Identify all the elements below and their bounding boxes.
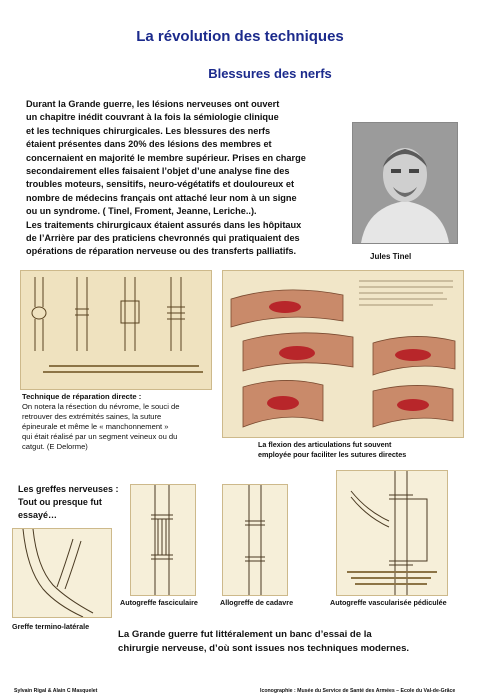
caption-line: qui était réalisé par un segment veineux ou du <box>22 432 178 441</box>
figure-autogreffe-fasciculaire <box>130 484 196 596</box>
intro-line: concernaient en majorité le membre supérieur. Prises en charge <box>26 152 306 163</box>
footer-credits: Iconographie : Musée du Service de Santé des Armées – Ecole du Val-de-Grâce <box>260 688 456 694</box>
intro-line: de l’Arrière par des praticiens chevronnés qui pratiquaient des <box>26 233 300 244</box>
caption-line: Technique de réparation directe : <box>22 392 142 401</box>
caption-line: On notera la résection du névrome, le souci de <box>22 402 180 411</box>
figure-greffe-termino <box>12 528 112 618</box>
footer-authors: Sylvain Rigal & Alain C Masquelet <box>14 688 98 694</box>
intro-line: et les techniques chirurgicales. Les blessures des nerfs <box>26 125 271 136</box>
figure-allogreffe-cadavre <box>222 484 288 596</box>
page-title: La révolution des techniques <box>136 28 344 45</box>
intro-line: un chapitre inédit couvrant à la fois la sémiologie clinique <box>26 112 279 123</box>
greffes-title-line: Les greffes nerveuses : <box>18 484 119 494</box>
conclusion-line: La Grande guerre fut littéralement un banc d’essai de la <box>118 629 372 640</box>
greffes-title <box>18 483 128 522</box>
portrait-caption: Jules Tinel <box>370 252 412 261</box>
label-greffe-termino: Greffe termino-latérale <box>12 622 90 631</box>
intro-line: Durant la Grande guerre, les lésions nerveuses ont ouvert <box>26 99 280 109</box>
intro-line: opérations de réparation nerveuse ou des transferts palliatifs. <box>26 246 297 257</box>
conclusion-line: chirurgie nerveuse, d’où sont issues nos techniques modernes. <box>118 643 410 654</box>
caption-line: La flexion des articulations fut souvent <box>258 440 392 449</box>
label-autogreffe-vascularisee: Autogreffe vascularisée pédiculée <box>330 598 447 607</box>
intro-line: nombre de médecins français ont attaché leur nom à un signe <box>26 192 297 203</box>
page-subtitle: Blessures des nerfs <box>208 66 332 81</box>
intro-text <box>26 98 336 259</box>
intro-line: secondairement elles faisaient l’objet d’une analyse fine des <box>26 166 290 177</box>
caption-line: épineurale et même le « manchonnement » <box>22 422 169 431</box>
label-allogreffe-cadavre: Allogreffe de cadavre <box>220 598 294 607</box>
conclusion-text <box>118 628 458 656</box>
flexion-caption <box>258 440 468 460</box>
intro-line: Les traitements chirurgicaux étaient assurés dans les hôpitaux <box>26 219 302 230</box>
greffes-title-line: essayé… <box>18 510 58 520</box>
direct-repair-caption <box>22 392 212 452</box>
caption-line: employée pour faciliter les sutures directes <box>258 450 407 459</box>
greffes-title-line: Tout ou presque fut <box>18 497 102 507</box>
intro-line: étaient présentes dans 20% des lésions des membres et <box>26 139 272 150</box>
figure-direct-repair <box>20 270 212 390</box>
caption-line: retrouver des extrémités saines, la suture <box>22 412 162 421</box>
portrait-photo <box>352 122 458 244</box>
intro-line: troubles moteurs, sensitifs, neuro-végétatifs et douloureux et <box>26 179 295 190</box>
figure-autogreffe-vascularisee <box>336 470 448 596</box>
intro-line: ou un syndrome. ( Tinel, Froment, Jeanne, Leriche..). <box>26 206 257 217</box>
figure-flexion-plate <box>222 270 464 438</box>
caption-line: catgut. (E Delorme) <box>22 442 88 451</box>
label-autogreffe-fasciculaire: Autogreffe fasciculaire <box>120 598 198 607</box>
